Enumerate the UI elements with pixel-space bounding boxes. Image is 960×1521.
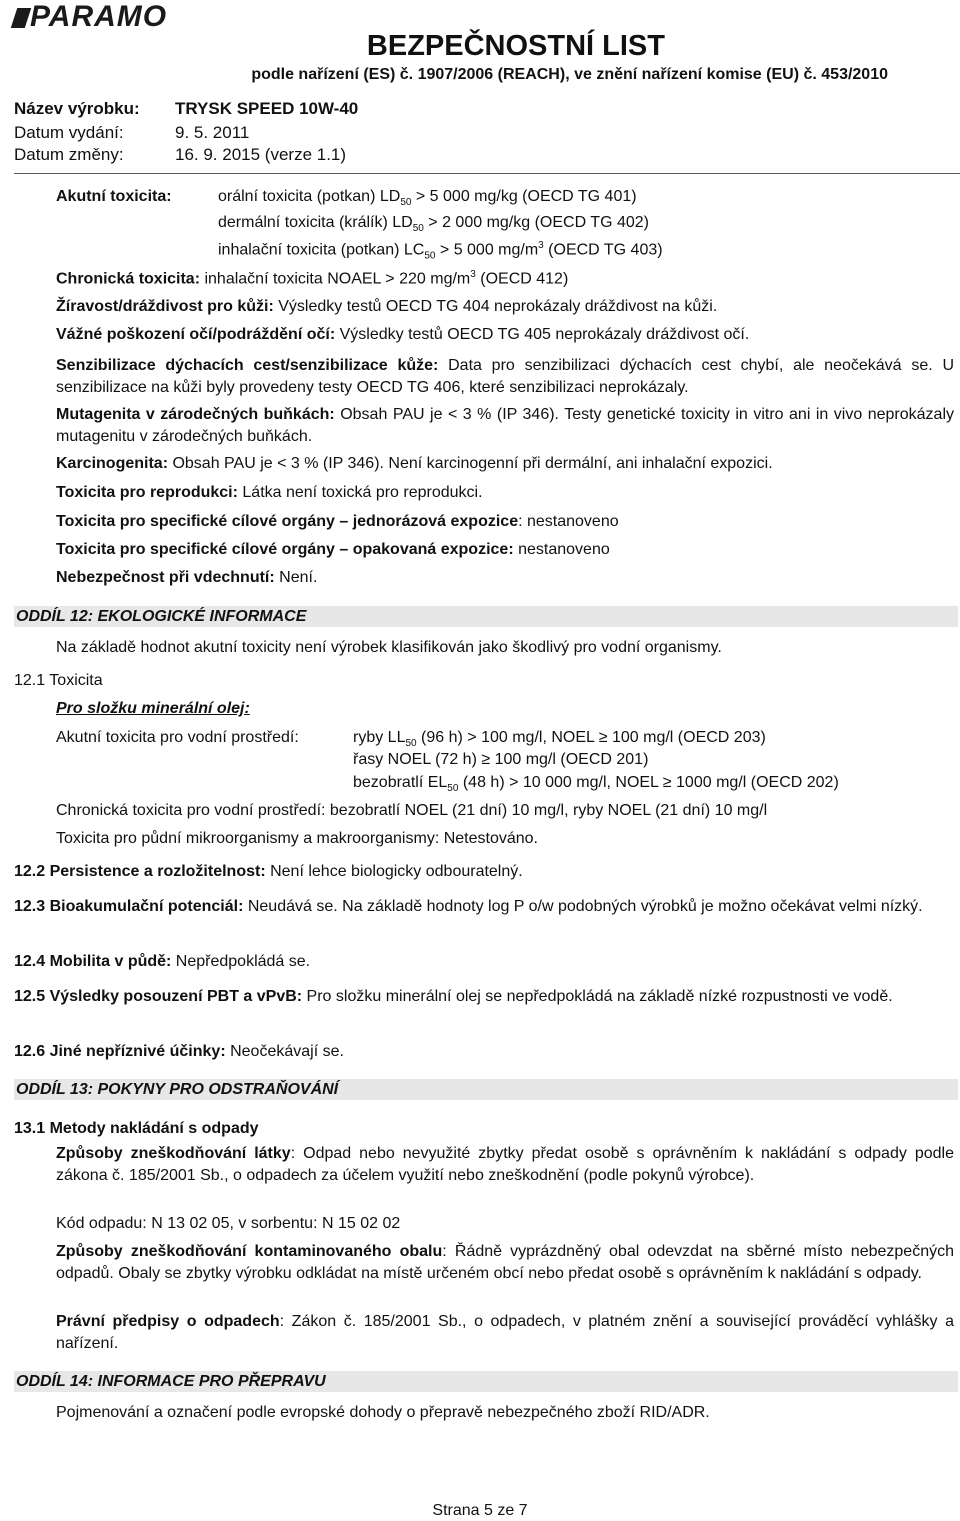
eco-intro: Na základě hodnot akutní toxicity není výrobek klasifikován jako škodlivý pro vodní organismy.	[56, 639, 722, 656]
section-13-heading: ODDÍL 13: POKYNY PRO ODSTRAŇOVÁNÍ	[14, 1079, 958, 1100]
subsection-12-1: 12.1 Toxicita	[14, 672, 103, 689]
section-12-heading: ODDÍL 12: EKOLOGICKÉ INFORMACE	[14, 606, 958, 627]
subsection-12-6: 12.6 Jiné nepříznivé účinky: Neočekávají se.	[14, 1043, 344, 1060]
waste-code: Kód odpadu: N 13 02 05, v sorbentu: N 15 02 02	[56, 1215, 401, 1232]
aquatic-chronic: Chronická toxicita pro vodní prostředí: bezobratlí NOEL (21 dní) 10 mg/l, ryby NOEL (21 dní) 10 mg/l	[56, 802, 768, 819]
waste-legislation: Právní předpisy o odpadech: Zákon č. 185/2001 Sb., o odpadech, v platném znění a související prováděcí vyhlášky a nařízení.	[56, 1313, 954, 1352]
acute-oral-line: orální toxicita (potkan) $LD_{50} > 5$ 000 mg/kg (OECD TG 401)	[218, 188, 637, 209]
sensitization: Senzibilizace dýchacích cest/senzibilizace kůže: Data pro senzibilizaci dýchacích cest chybí, ale neočekává se. U senzibilizace na kůži byly provedeny testy OECD TG 406, které senzibilizaci neprokázaly.	[56, 357, 955, 396]
mutagenicity: Mutagenita v zárodečných buňkách: Obsah PAU je < 3 % (IP 346). Testy genetické toxicity in vitro ani in vivo neprokázaly mutagenitu v zárodečných buňkách.	[56, 406, 955, 445]
aspiration-hazard: Nebezpečnost při vdechnutí: Není.	[56, 569, 318, 586]
subsection-13-1: 13.1 Metody nakládání s odpady	[14, 1120, 259, 1137]
chronic-toxicity: Chronická toxicita: inhalační toxicita NOAEL > 220 $mg/m^3$ (OECD 412)	[56, 269, 569, 288]
issue-date-row: Datum vydání: 9. 5. 2011	[14, 123, 250, 142]
change-date-row: Datum změny: 16. 9. 2015 (verze 1.1)	[14, 145, 347, 164]
aquatic-algae: řasy NOEL (72 h) ≥ 100 mg/l (OECD 201)	[353, 751, 649, 768]
eye-damage: Vážné poškození očí/podráždění očí: Výsledky testů OECD TG 405 neprokázaly dráždivost očí.	[56, 326, 750, 343]
transport-text: Pojmenování a označení podle evropské dohody o přepravě nebezpečného zboží RID/ADR.	[56, 1404, 710, 1421]
acute-toxicity-label: Akutní toxicita:	[56, 188, 172, 205]
document-title: BEZPEČNOSTNÍ LIST	[366, 30, 665, 62]
soil-toxicity: Toxicita pro půdní mikroorganismy a makroorganismy: Netestováno.	[56, 830, 538, 847]
acute-inhalation-line: inhalační toxicita (potkan) $LC_{50} > 5$ 000 $mg/m^3$ (OECD TG 403)	[218, 240, 663, 262]
reproductive-toxicity: Toxicita pro reprodukci: Látka není toxická pro reprodukci.	[56, 484, 483, 501]
skin-corrosion: Žíravost/dráždivost pro kůži: Výsledky testů OECD TG 404 neprokázaly dráždivost na kůži.	[56, 298, 718, 315]
component-heading: Pro složku minerální olej:	[56, 700, 250, 717]
stot-single: Toxicita pro specifické cílové orgány – jednorázová expozice: nestanoveno	[56, 513, 619, 530]
subsection-12-3: 12.3 Bioakumulační potenciál: Neudává se. Na základě hodnoty log P o/w podobných výrobků je možno očekávat velmi nízký.	[14, 898, 923, 915]
header-divider	[14, 173, 960, 174]
disposal-substance: Způsoby zneškodňování látky: Odpad nebo nevyužité zbytky předat osobě s oprávněním k nakládání s odpady podle zákona č. 185/2001 Sb., o odpadech za účelem využití nebo zneškodnění (podle pokynů výrobce).	[56, 1145, 954, 1184]
aquatic-invertebrates: bezobratlí $EL_{50}$ (48 h) > 10 000 mg/l, NOEL ≥ 1000 mg/l (OECD 202)	[353, 774, 839, 795]
page-number: Strana 5 ze 7	[432, 1502, 528, 1519]
company-logo: PARAMO	[14, 0, 167, 34]
product-name-row: Název výrobku: TRYSK SPEED 10W-40	[14, 99, 359, 118]
subsection-12-5: 12.5 Výsledky posouzení PBT a vPvB: Pro složku minerální olej se nepředpokládá na základě nízké rozpustnosti ve vodě.	[14, 988, 893, 1005]
aquatic-acute-label: Akutní toxicita pro vodní prostředí:	[56, 729, 299, 746]
aquatic-fish: ryby $LL_{50}$ (96 h) > 100 mg/l, NOEL ≥ 100 mg/l (OECD 203)	[353, 729, 766, 750]
carcinogenicity: Karcinogenita: Obsah PAU je < 3 % (IP 346). Není karcinogenní při dermální, ani inhalační expozici.	[56, 455, 773, 472]
acute-dermal-line: dermální toxicita (králík) $LD_{50} > 2$ 000 mg/kg (OECD TG 402)	[218, 214, 649, 235]
subsection-12-4: 12.4 Mobilita v půdě: Nepředpokládá se.	[14, 953, 311, 970]
document-subtitle: podle nařízení (ES) č. 1907/2006 (REACH), ve znění nařízení komise (EU) č. 453/2010	[251, 66, 888, 83]
stot-repeated: Toxicita pro specifické cílové orgány – opakovaná expozice: nestanoveno	[56, 541, 610, 558]
subsection-12-2: 12.2 Persistence a rozložitelnost: Není lehce biologicky odbouratelný.	[14, 863, 523, 880]
disposal-packaging: Způsoby zneškodňování kontaminovaného obalu: Řádně vyprázdněný obal odevzdat na sběrné místo nebezpečných odpadů. Obaly se zbytky výrobku odkládat na místě určeném obcí nebo předat osobě s oprávněním k nakládání s odpady.	[56, 1243, 954, 1282]
logo-mark-icon	[11, 8, 31, 28]
section-14-heading: ODDÍL 14: INFORMACE PRO PŘEPRAVU	[14, 1371, 958, 1392]
